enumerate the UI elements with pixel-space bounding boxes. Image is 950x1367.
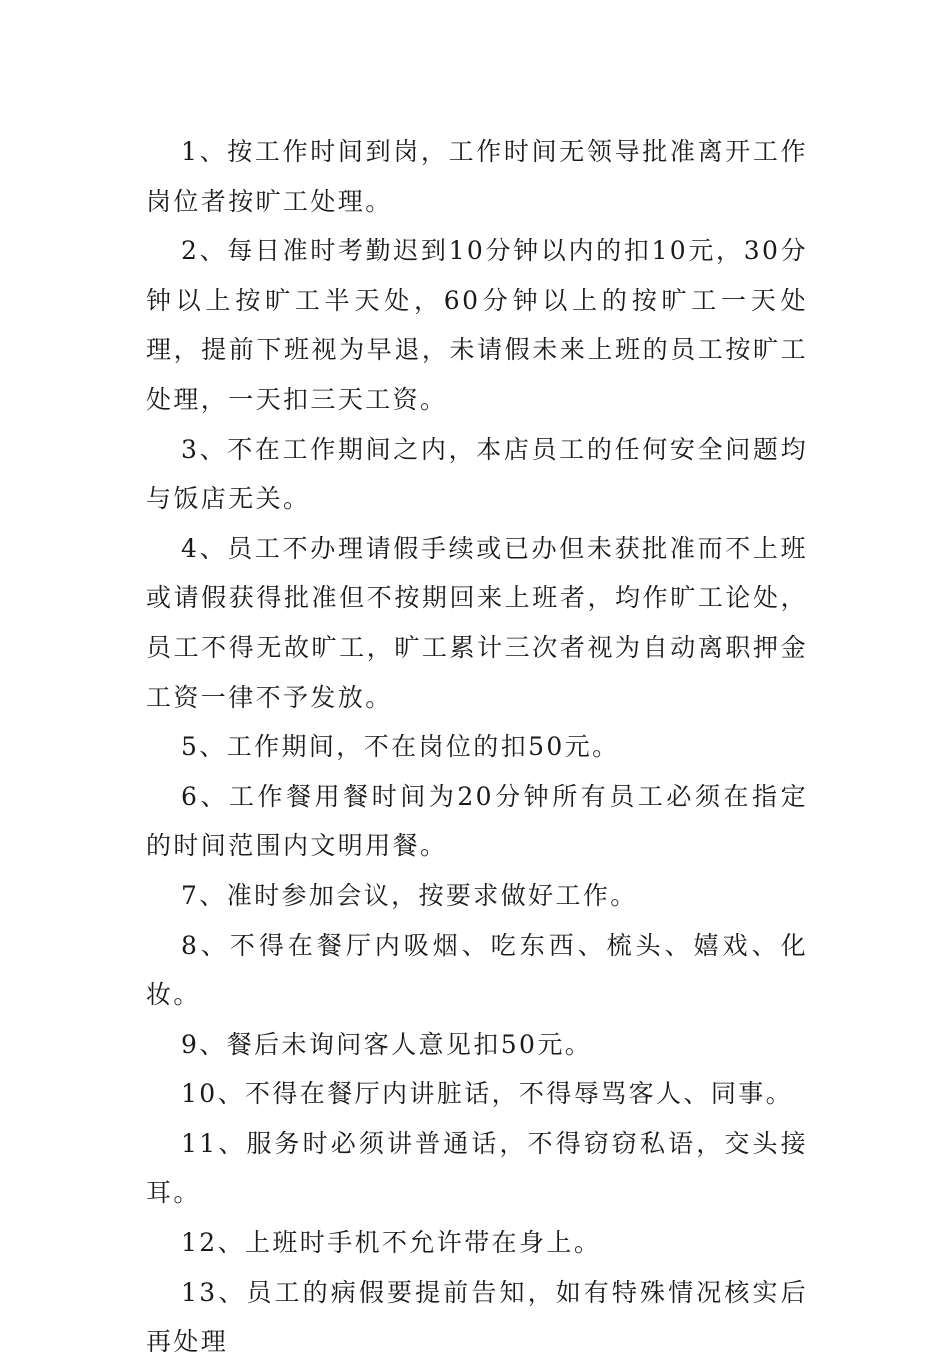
rule-paragraph-13: 13、员工的病假要提前告知，如有特殊情况核实后再处理 [146, 1277, 808, 1357]
rule-paragraph-2: 2、每日准时考勤迟到10分钟以内的扣10元，30分钟以上按旷工半天处，60分钟以上的按旷工一天处理，提前下班视为早退，未请假未来上班的员工按旷工处理，一天扣三天工资。 [146, 236, 808, 414]
rule-paragraph-1: 1、按工作时间到岗，工作时间无领导批准离开工作岗位者按旷工处理。 [146, 137, 808, 216]
rule-paragraph-7: 7、准时参加会议，按要求做好工作。 [181, 880, 638, 910]
rule-paragraph-5: 5、工作期间，不在岗位的扣50元。 [181, 732, 620, 762]
rule-paragraph-12: 12、上班时手机不允许带在身上。 [181, 1228, 602, 1258]
rule-paragraph-3: 3、不在工作期间之内，本店员工的任何安全问题均与饭店无关。 [146, 434, 808, 514]
rule-paragraph-4: 4、员工不办理请假手续或已办但未获批准而不上班或请假获得批准但不按期回来上班者，均作旷工论处，员工不得无故旷工，旷工累计三次者视为自动离职押金工资一律不予发放。 [146, 533, 808, 712]
document-body [146, 127, 808, 1367]
rule-paragraph-10: 10、不得在餐厅内讲脏话，不得辱骂客人、同事。 [181, 1079, 794, 1109]
rule-paragraph-8: 8、不得在餐厅内吸烟、吃东西、梳头、嬉戏、化妆。 [146, 930, 808, 1010]
rule-paragraph-6: 6、工作餐用餐时间为20分钟所有员工必须在指定的时间范围内文明用餐。 [146, 781, 808, 861]
rule-paragraph-9: 9、餐后未询问客人意见扣50元。 [181, 1029, 593, 1059]
rule-paragraph-11: 11、服务时必须讲普通话，不得窃窃私语，交头接耳。 [146, 1128, 808, 1208]
